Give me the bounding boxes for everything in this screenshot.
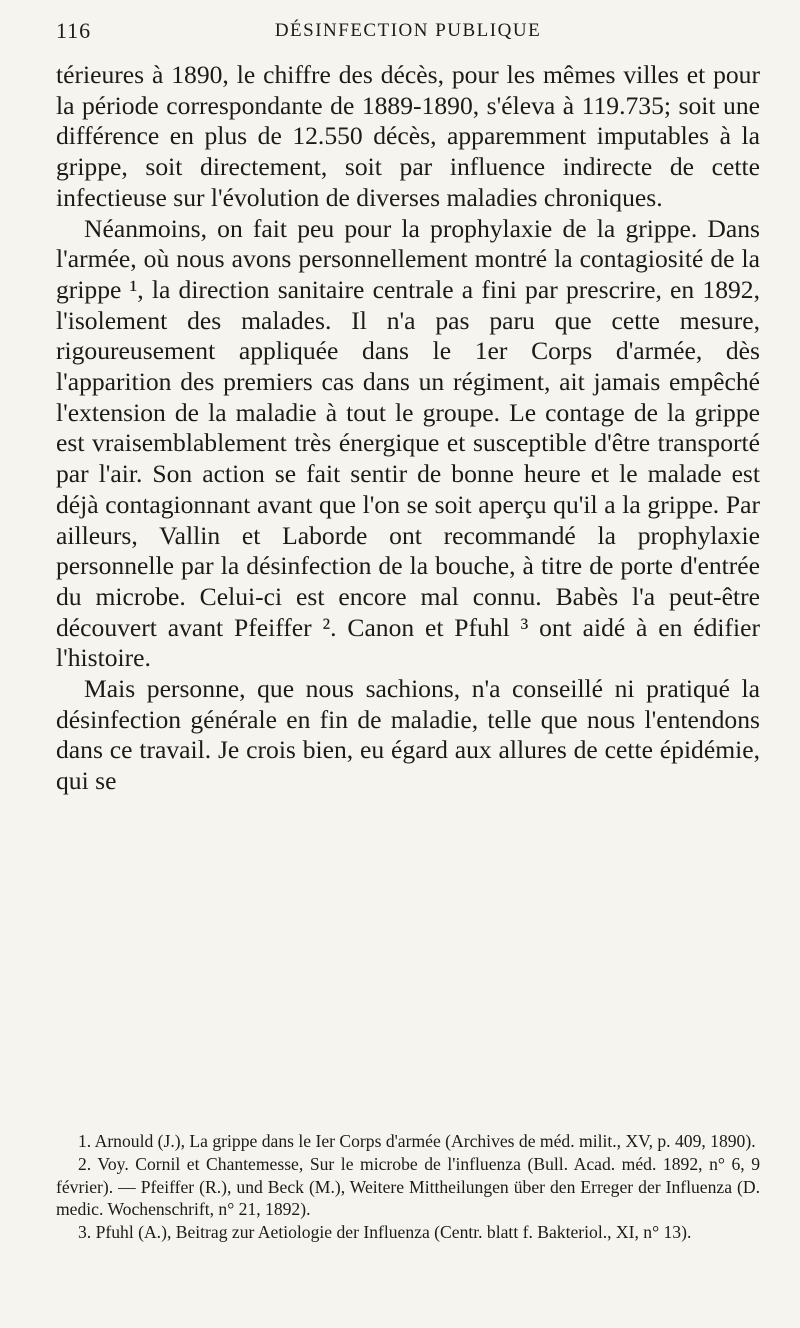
footnote-1: 1. Arnould (J.), La grippe dans le Ier Corps d'armée (Archives de méd. milit., XV, p. 409, 1890).: [78, 1131, 756, 1151]
page-number: 116: [56, 18, 92, 43]
paragraph-prophylaxis: Néanmoins, on fait peu pour la prophylaxie de la grippe. Dans l'armée, où nous avons personnellement montré la contagiosité de la grippe ¹, la direction sanitaire centrale a fini par prescrire, en 1892, l'isolement des malades. Il n'a pas paru que cette mesure, rigoureusement appliquée dans le 1er Corps d'armée, dès l'apparition des premiers cas dans un régiment, ait jamais empêché l'extension de la maladie à tout le groupe. Le contage de la grippe est vraisemblablement très énergique et susceptible d'être transporté par l'air. Son action se fait sentir de bonne heure et le malade est déjà contagionnant avant que l'on se soit aperçu qu'il a la grippe. Par ailleurs, Vallin et Laborde ont recommandé la prophylaxie personnelle par la désinfection de la bouche, à titre de porte d'entrée du microbe. Celui-ci est encore mal connu. Babès l'a peut-être découvert avant Pfeiffer ². Canon et Pfuhl ³ ont aidé à en édifier l'histoire.: [56, 213, 760, 673]
paragraph-disinfection: Mais personne, que nous sachions, n'a conseillé ni pratiqué la désinfection générale en fin de maladie, telle que nous l'entendons dans ce travail. Je crois bien, eu égard aux allures de cette épidémie, qui se: [56, 674, 760, 796]
footnote-2: 2. Voy. Cornil et Chantemesse, Sur le microbe de l'influenza (Bull. Acad. méd. 1892, n° 6, 9 février). — Pfeiffer (R.), und Beck (M.), Weitere Mittheilungen über den Erreger der Influenza (D. medic. Wochenschrift, n° 21, 1892).: [56, 1153, 760, 1220]
paragraph-continuation: térieures à 1890, le chiffre des décès, pour les mêmes villes et pour la période correspondante de 1889-1890, s'éleva à 119.735; soit une différence en plus de 12.550 décès, apparemment imputables à la grippe, soit directement, soit par influence indirecte de cette infectieuse sur l'évolution de diverses maladies chroniques.: [56, 60, 760, 212]
page-header: [56, 18, 760, 48]
running-title: DÉSINFECTION PUBLIQUE: [274, 20, 542, 41]
footnote-3: 3. Pfuhl (A.), Beitrag zur Aetiologie der Influenza (Centr. blatt f. Bakteriol., XI, n° 13).: [78, 1222, 692, 1243]
footnotes: [56, 1130, 760, 1244]
body-text: [56, 60, 760, 797]
